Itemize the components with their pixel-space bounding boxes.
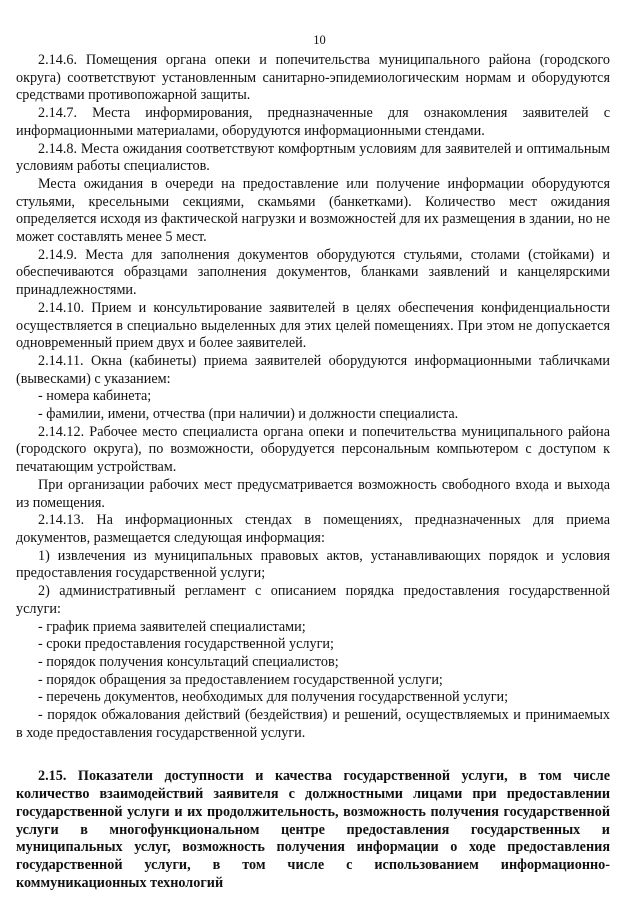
list-item: - фамилии, имени, отчества (при наличии) и должности специалиста. [38,406,459,423]
paragraph-workplaces: При организации рабочих мест предусматривается возможность свободного входа и выхода из помещения. [16,476,610,511]
paragraph-waiting-places: Места ожидания в очереди на предоставление или получение информации оборудуются стульями, кресельными секциями, скамьями (банкетками). Количество мест ожидания определяется исходя из фактической нагрузки и возможностей для их размещения в здании, но не может составлять менее 5 мест. [16,175,610,246]
paragraph-2-14-13: 2.14.13. На информационных стендах в помещениях, предназначенных для приема документов, размещается следующая информация: [16,512,610,546]
list-item: - график приема заявителей специалистами; [38,618,306,635]
list-item: - порядок получения консультаций специалистов; [38,653,339,670]
paragraph-2-14-8: 2.14.8. Места ожидания соответствуют комфортным условиям для заявителей и оптимальным условиям работы специалистов. [16,140,610,175]
list-item: - сроки предоставления государственной услуги; [38,636,334,653]
page-number: 10 [313,33,326,47]
list-item: - номера кабинета; [38,388,152,405]
list-item: - порядок обжалования действий (бездействия) и решений, осуществляемых и принимаемых в ходе предоставления государственной услуги. [16,707,610,741]
list-item: 1) извлечения из муниципальных правовых актов, устанавливающих порядок и условия предоставления государственной услуги; [16,547,610,582]
paragraph-2-14-9: 2.14.9. Места для заполнения документов оборудуются стульями, столами (стойками) и обеспечиваются образцами заполнения документов, бланками заявлений и канцелярскими принадлежностями. [16,246,610,299]
list-item: - порядок обращения за предоставлением государственной услуги; [38,671,443,688]
paragraph-2-14-10: 2.14.10. Прием и консультирование заявителей в целях обеспечения конфиденциальности осуществляется в специально выделенных для этих целей помещениях. При этом не допускается одновременный прием двух и более заявителей. [16,299,610,352]
paragraph-2-14-7: 2.14.7. Места информирования, предназначенные для ознакомления заявителей с информационными материалами, оборудуются информационными стендами. [16,105,610,139]
paragraph-2-14-6: 2.14.6. Помещения органа опеки и попечительства муниципального района (городского округа) соответствуют установленным санитарно-эпидемиологическим нормам и оборудуются средствами противопожарной защиты. [16,52,610,104]
list-item: - перечень документов, необходимых для получения государственной услуги; [38,689,509,706]
list-item: 2) административный регламент с описанием порядка предоставления государственной услуги: [16,583,610,617]
paragraph-2-14-11: 2.14.11. Окна (кабинеты) приема заявителей оборудуются информационными табличками (вывесками) с указанием: [16,352,610,387]
section-heading-2-15: 2.15. Показатели доступности и качества государственной услуги, в том числе количество взаимодействий заявителя с должностными лицами при предоставлении государственной услуги и их продолжительность, возможность получения государственной услуги в многофункциональном центре предоставления государственных и муниципальных услуг, возможность получения информации о ходе предоставления государственной услуги, в том числе с использованием информационно-коммуникационных технологий [16,768,610,891]
paragraph-2-14-12: 2.14.12. Рабочее место специалиста органа опеки и попечительства муниципального района (городского округа), по возможности, оборудуется персональным компьютером с доступом к печатающим устройствам. [16,423,610,476]
document-body [16,52,610,892]
